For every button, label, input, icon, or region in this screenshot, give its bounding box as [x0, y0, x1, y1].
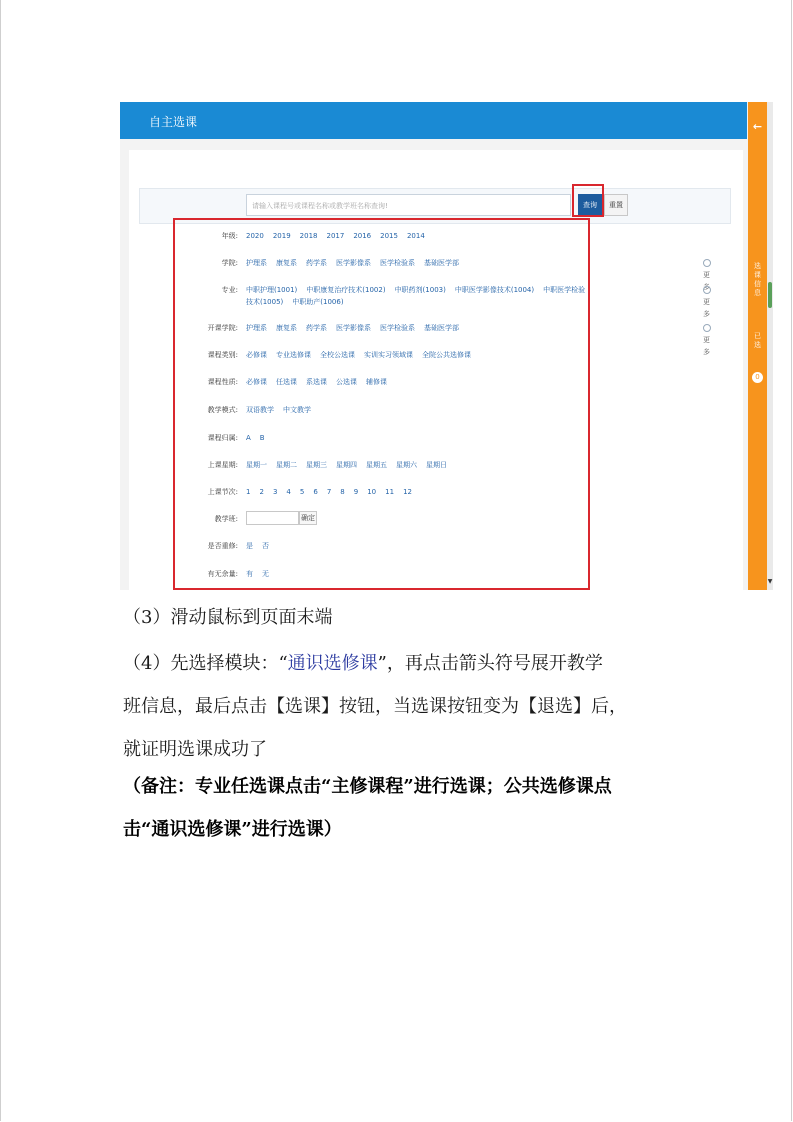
filter-option[interactable]: 必修课 [246, 378, 267, 386]
more-toggle[interactable] [703, 322, 712, 358]
step-4-line-3: 就证明选课成功了 [123, 739, 267, 760]
filter-label: 课程性质: [207, 378, 238, 386]
filter-option[interactable]: 中职医学检验技术(1005) [246, 286, 586, 306]
note-line-2: 击“通识选修课”进行选课） [123, 819, 342, 840]
more-label: 更多 [703, 298, 710, 318]
screenshot-title: 自主选课 [149, 115, 198, 129]
filter-option[interactable]: 1 [246, 488, 251, 496]
filter-option[interactable]: 4 [286, 488, 291, 496]
expand-circle-icon [703, 324, 711, 332]
step-4-prefix: （4）先选择模块：“ [123, 653, 288, 674]
filter-option[interactable]: 11 [385, 488, 395, 496]
filter-option[interactable]: 星期五 [366, 461, 387, 469]
filter-option[interactable]: 5 [299, 488, 305, 496]
filter-option[interactable]: 中职药剂(1003) [394, 286, 446, 294]
filter-option[interactable]: 6 [313, 488, 318, 496]
filter-option[interactable]: 2014 [406, 232, 425, 240]
filter-label: 课程归属: [207, 434, 238, 442]
filter-option[interactable]: 全校公选课 [320, 351, 355, 359]
filter-option[interactable]: 星期六 [396, 461, 417, 469]
more-label: 更多 [703, 336, 710, 356]
filter-label: 专业: [221, 286, 238, 294]
filter-option[interactable]: 药学系 [306, 324, 327, 332]
note-line-1: （备注：专业任选课点击“主修课程”进行选课；公共选修课点 [123, 776, 612, 797]
highlight-box-filters [173, 218, 590, 590]
screenshot-header [120, 102, 747, 139]
filter-option[interactable]: 医学检验系 [380, 324, 415, 332]
reset-button[interactable]: 重置 [604, 194, 628, 216]
query-button[interactable]: 查询 [578, 194, 602, 216]
filter-option[interactable]: 2016 [353, 232, 372, 240]
selected-count-badge: 0 [752, 372, 763, 383]
step-4-line-2: 班信息，最后点击【选课】按钮，当选课按钮变为【退选】后， [123, 696, 627, 717]
general-elective-link[interactable]: 通识选修课 [287, 653, 378, 674]
filter-option[interactable]: 星期三 [306, 461, 327, 469]
filter-option[interactable]: 护理系 [246, 324, 267, 332]
filter-option[interactable]: 康复系 [276, 324, 297, 332]
filter-label: 开课学院: [207, 324, 238, 332]
confirm-button[interactable]: 确定 [299, 511, 317, 525]
filter-option[interactable]: 12 [403, 488, 412, 496]
expand-circle-icon [703, 286, 711, 294]
filter-option[interactable]: 2 [259, 488, 264, 496]
step-3-text: （3）滑动鼠标到页面末端 [123, 607, 333, 628]
filter-option[interactable]: 药学系 [306, 259, 327, 267]
filter-option[interactable]: 专业选修课 [276, 351, 311, 359]
filter-option[interactable]: 双语教学 [246, 406, 274, 414]
scrollbar-thumb[interactable] [768, 282, 772, 308]
side-course-info-label[interactable]: 选课信息 [754, 262, 761, 297]
filter-option[interactable]: 2019 [272, 232, 291, 240]
filter-option[interactable]: 医学影像系 [336, 259, 371, 267]
filter-option[interactable]: 否 [262, 542, 269, 550]
filter-option[interactable]: 中职康复治疗技术(1002) [306, 286, 386, 294]
filter-option[interactable]: 2015 [380, 232, 398, 240]
filter-option[interactable]: 医学影像系 [336, 324, 371, 332]
filter-option[interactable]: 医学检验系 [380, 259, 415, 267]
filter-label: 教学模式: [207, 406, 238, 414]
filter-option[interactable]: 10 [367, 488, 377, 496]
filter-option[interactable]: 实训实习领域课 [364, 351, 413, 359]
filter-option[interactable]: 必修课 [246, 351, 267, 359]
filter-label: 上课节次: [207, 488, 238, 496]
filter-label: 课程类别: [207, 351, 238, 359]
filter-label: 年级: [221, 232, 238, 240]
filter-option[interactable]: 7 [326, 488, 332, 496]
filter-option[interactable]: 康复系 [276, 259, 297, 267]
filter-option[interactable]: 8 [340, 488, 345, 496]
filter-option[interactable]: 基础医学部 [424, 324, 459, 332]
scrollbar-track[interactable] [767, 102, 773, 590]
filter-option[interactable]: 2018 [299, 232, 318, 240]
filter-option[interactable]: 中文教学 [283, 406, 311, 414]
filter-option[interactable]: 中职护理(1001) [246, 286, 298, 294]
filter-option[interactable]: 基础医学部 [424, 259, 459, 267]
filter-option[interactable]: 有 [246, 570, 253, 578]
filter-option[interactable]: 星期一 [246, 461, 267, 469]
side-panel[interactable] [748, 102, 767, 590]
filter-option[interactable]: 9 [353, 488, 359, 496]
filter-option[interactable]: 是 [246, 542, 253, 550]
filter-option[interactable]: 2020 [246, 232, 264, 240]
step-4-suffix: ”，再点击箭头符号展开教学 [377, 653, 603, 674]
more-toggle[interactable] [703, 284, 712, 320]
filter-option[interactable]: 3 [272, 488, 278, 496]
filter-option[interactable]: 星期日 [426, 461, 447, 469]
filter-option[interactable]: 星期二 [276, 461, 297, 469]
filter-option[interactable]: 辅修课 [366, 378, 387, 386]
filter-option[interactable]: 公选课 [336, 378, 357, 386]
more-label: 更多 [703, 271, 710, 291]
filter-option[interactable]: 任选课 [276, 378, 297, 386]
filter-option[interactable]: 无 [262, 570, 269, 578]
filter-option[interactable]: B [259, 434, 265, 442]
filter-option[interactable]: 2017 [326, 232, 345, 240]
filter-label: 教学班: [214, 515, 238, 523]
filter-label: 是否重修: [207, 542, 238, 550]
scroll-down-arrow-icon[interactable]: ▼ [767, 578, 773, 585]
filter-option[interactable]: 全院公共选修课 [422, 351, 471, 359]
filter-option[interactable]: 星期四 [336, 461, 357, 469]
filter-option[interactable]: 中职医学影像技术(1004) [454, 286, 535, 294]
embedded-screenshot [120, 102, 773, 590]
highlight-box-query [572, 184, 604, 217]
search-input[interactable]: 请输入课程号或课程名称或教学班名称查询! [246, 194, 571, 216]
expand-circle-icon [703, 259, 711, 267]
filter-label: 有无余量: [207, 570, 238, 578]
filter-option[interactable]: A [246, 434, 251, 442]
filter-label: 学院: [221, 259, 238, 267]
step-4-line-1 [123, 649, 603, 675]
filter-option[interactable]: 中职助产(1006) [292, 298, 344, 306]
filter-option[interactable]: 系选课 [306, 378, 327, 386]
back-arrow-icon[interactable]: ← [752, 120, 763, 133]
filter-option[interactable]: 护理系 [246, 259, 267, 267]
side-selected-label[interactable]: 已选 [754, 332, 761, 349]
filter-label: 上课星期: [207, 461, 238, 469]
